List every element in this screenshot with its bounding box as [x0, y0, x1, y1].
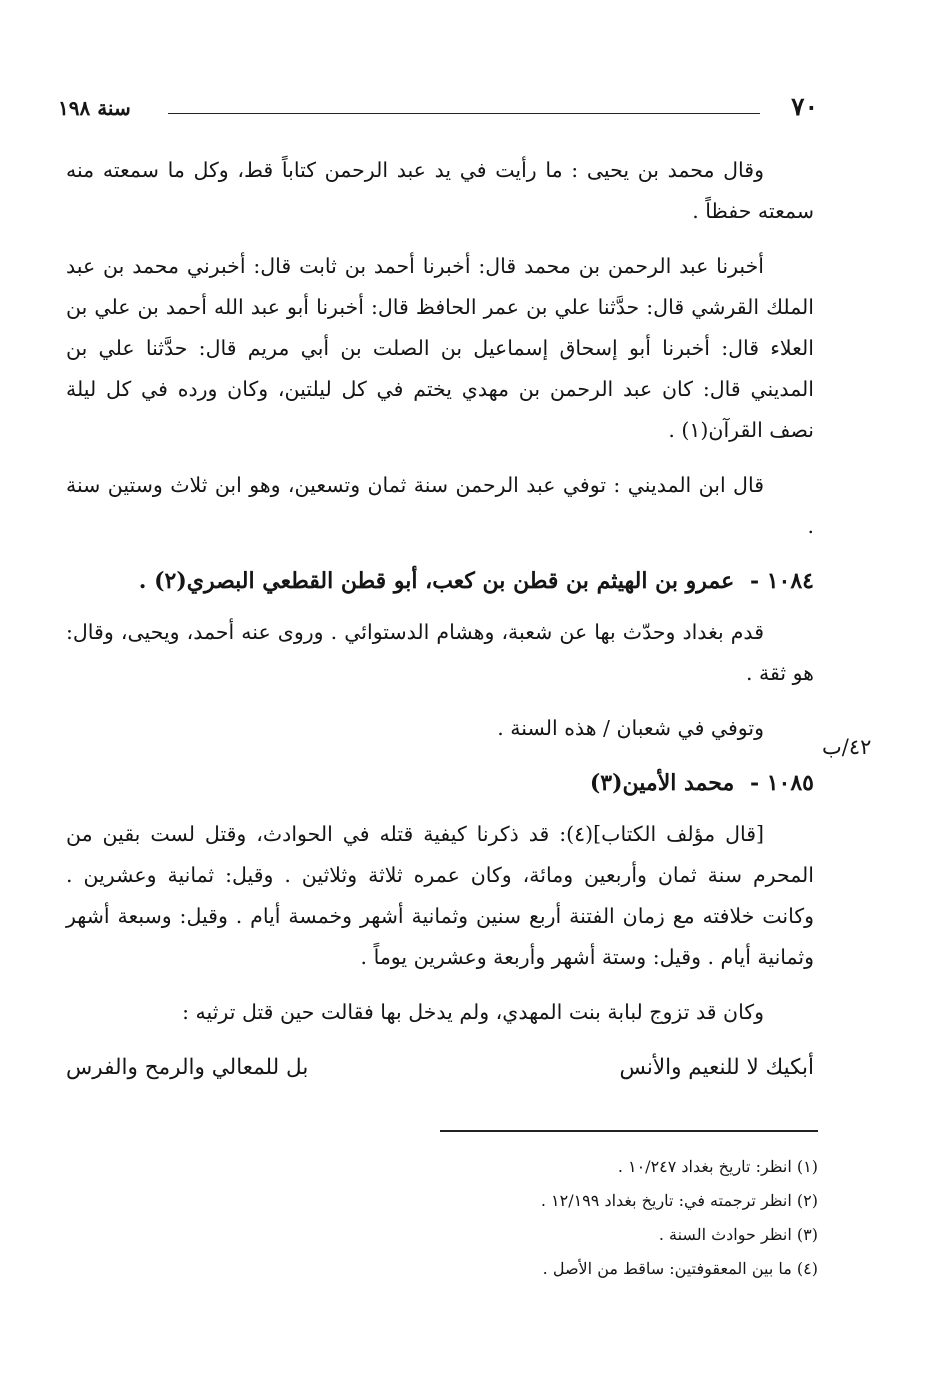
entry-number: ١٠٨٥ - — [749, 770, 814, 796]
running-header — [58, 92, 818, 128]
manuscript-folio-marker: ٤٢/ب — [822, 735, 872, 759]
header-rule — [168, 113, 760, 114]
paragraph-7: وكان قد تزوج لبابة بنت المهدي، ولم يدخل بها فقالت حين قتل ترثيه : — [182, 1000, 764, 1024]
running-year-label: سنة ١٩٨ — [58, 96, 131, 120]
paragraph-2: أخبرنا عبد الرحمن بن محمد قال: أخبرنا أحمد بن ثابت قال: أخبرني محمد بن عبد الملك القرشي قال: حدَّثنا علي بن عمر الحافظ قال: أخبرنا أبو عبد الله أحمد بن علي بن العلاء قال: أخبرنا أبو إسحاق إسماعيل بن الصلت بن أبي مريم قال: حدَّثنا علي بن المديني قال: كان عبد الرحمن بن مهدي يختم في كل ليلتين، وكان ورده في كل ليلة نصف القرآن(١) . — [66, 254, 814, 442]
paragraph-5: وتوفي في شعبان / هذه السنة . — [497, 716, 764, 740]
paragraph-3: قال ابن المديني : توفي عبد الرحمن سنة ثمان وتسعين، وهو ابن ثلاث وستين سنة . — [66, 473, 814, 538]
verse-second-hemistich: بل للمعالي والرمح والفرس — [66, 1055, 309, 1080]
verse-first-hemistich: أبكيك لا للنعيم والأنس — [619, 1055, 814, 1080]
main-text — [66, 150, 814, 1088]
paragraph-4: قدم بغداد وحدّث بها عن شعبة، وهشام الدستوائي . وروى عنه أحمد، ويحيى، وقال: هو ثقة . — [66, 620, 814, 685]
footnote-1: (١) انظر: تاريخ بغداد ١٠/٢٤٧ . — [617, 1157, 818, 1176]
poem-verse — [66, 1047, 814, 1088]
footnote-4: (٤) ما بين المعقوفتين: ساقط من الأصل . — [542, 1259, 818, 1278]
page-number: ٧٠ — [791, 92, 818, 121]
entry-title: محمد الأمين(٣) — [589, 770, 735, 796]
footnote-2: (٢) انظر ترجمته في: تاريخ بغداد ١٢/١٩٩ . — [540, 1191, 818, 1210]
footnote-separator — [440, 1130, 818, 1132]
entry-heading-1085 — [66, 763, 814, 804]
entry-title: عمرو بن الهيثم بن قطن بن كعب، أبو قطن القطعي البصري(٢) . — [138, 568, 735, 594]
paragraph-1: وقال محمد بن يحيى : ما رأيت في يد عبد الرحمن كتاباً قط، وكل ما سمعته منه سمعته حفظاً . — [66, 158, 814, 223]
entry-heading-1084 — [66, 561, 814, 602]
entry-number: ١٠٨٤ - — [749, 568, 814, 594]
footnote-3: (٣) انظر حوادث السنة . — [658, 1225, 818, 1244]
paragraph-6: [قال مؤلف الكتاب](٤): قد ذكرنا كيفية قتله في الحوادث، وقتل لست بقين من المحرم سنة ثمان وأربعين ومائة، وكان عمره ثلاثة وثلاثين . وقيل: ثمانية وعشرين . وكانت خلافته مع زمان الفتنة أربع سنين وثمانية أشهر وخمسة أيام . وقيل: وسبعة أشهر وثمانية أيام . وقيل: وستة أشهر وأربعة وعشرين يوماً . — [66, 822, 814, 969]
footnotes — [66, 1150, 818, 1286]
